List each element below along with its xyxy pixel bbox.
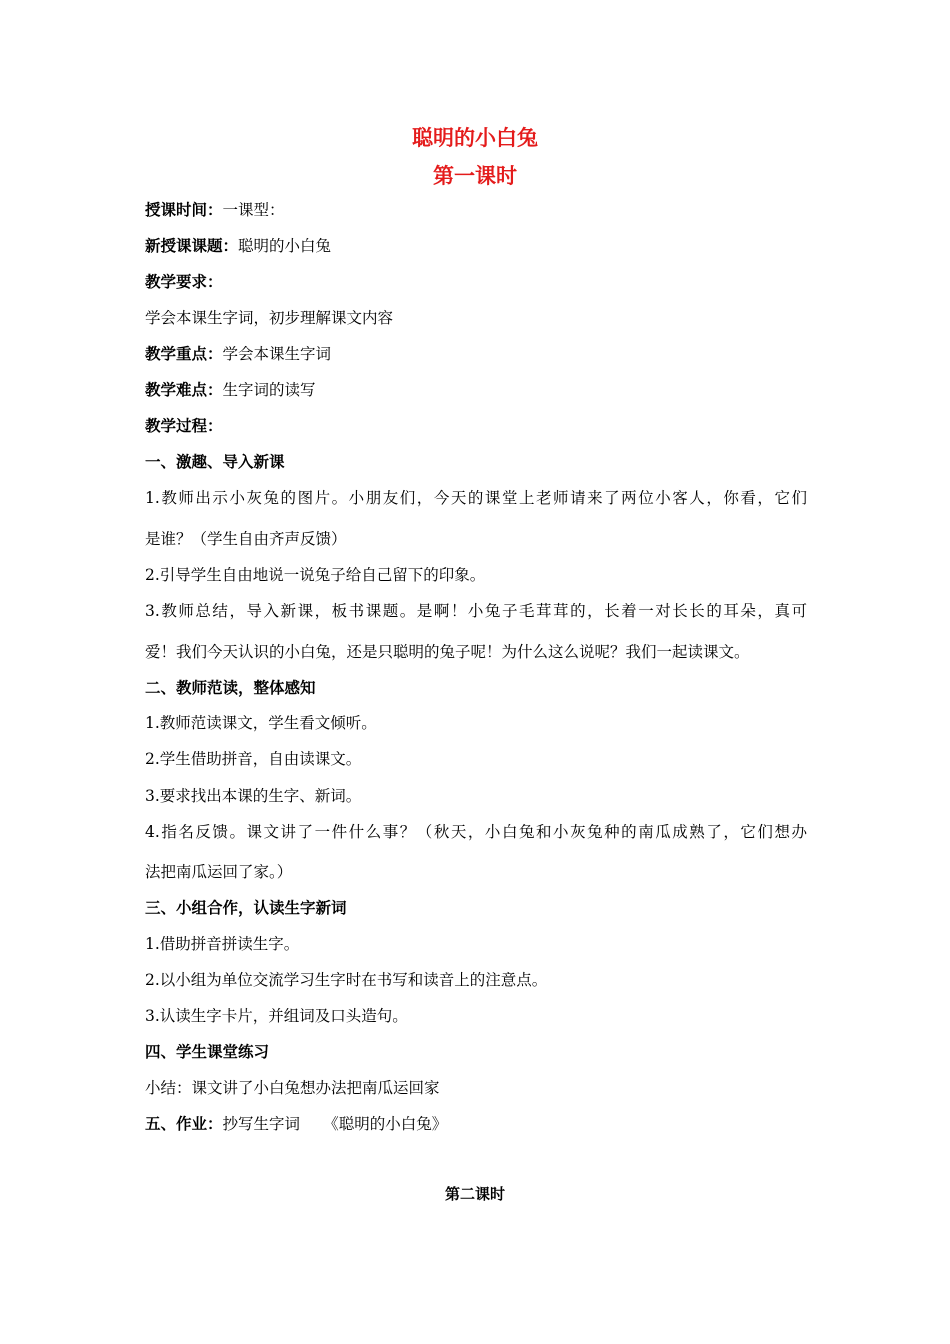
section-1-item-1a: 1.教师出示小灰兔的图片。小朋友们，今天的课堂上老师请来了两位小客人，你看，它们 bbox=[145, 489, 807, 507]
section-3-item-2: 2.以小组为单位交流学习生字时在书写和读音上的注意点。 bbox=[145, 971, 548, 989]
section-1-heading: 一、激趣、导入新课 bbox=[145, 453, 285, 471]
section-4-summary: 小结：课文讲了小白兔想办法把南瓜运回家 bbox=[145, 1079, 440, 1097]
section-3-heading: 三、小组合作，认读生字新词 bbox=[145, 899, 347, 917]
requirements-text: 学会本课生字词，初步理解课文内容 bbox=[145, 309, 394, 327]
section-5-homework bbox=[145, 1114, 447, 1134]
section-2-item-2: 2.学生借助拼音，自由读课文。 bbox=[145, 750, 362, 768]
homework-value: 抄写生字词 《聪明的小白兔》 bbox=[222, 1115, 448, 1133]
time-label: 授课时间： bbox=[145, 201, 223, 219]
section-2-item-1: 1.教师范读课文，学生看文倾听。 bbox=[145, 714, 377, 732]
section-3-item-1: 1.借助拼音拼读生字。 bbox=[145, 935, 300, 953]
homework-label: 五、作业： bbox=[145, 1115, 223, 1133]
key-label: 教学重点： bbox=[145, 345, 223, 363]
diff-value: 生字词的读写 bbox=[222, 381, 316, 399]
page-title: 聪明的小白兔 bbox=[412, 126, 538, 150]
topic-value: 聪明的小白兔 bbox=[238, 237, 332, 255]
section-2-item-4b: 法把南瓜运回了家。） bbox=[145, 863, 293, 881]
section-2-item-3: 3.要求找出本课的生字、新词。 bbox=[145, 787, 362, 805]
next-lesson-heading: 第二课时 bbox=[444, 1185, 505, 1203]
section-2-item-4a: 4.指名反馈。课文讲了一件什么事？（秋天，小白兔和小灰兔种的南瓜成熟了，它们想办 bbox=[145, 823, 807, 841]
info-topic bbox=[145, 236, 331, 256]
diff-label: 教学难点： bbox=[145, 381, 223, 399]
key-value: 学会本课生字词 bbox=[222, 345, 332, 363]
lesson-subtitle: 第一课时 bbox=[433, 164, 517, 188]
info-key-point bbox=[145, 344, 331, 364]
section-1-item-3a: 3.教师总结，导入新课，板书课题。是啊！小兔子毛茸茸的，长着一对长长的耳朵，真可 bbox=[145, 602, 807, 620]
requirements-label: 教学要求： bbox=[145, 273, 223, 291]
section-4-heading: 四、学生课堂练习 bbox=[145, 1043, 270, 1061]
topic-label: 新授课课题： bbox=[145, 237, 239, 255]
section-2-heading: 二、教师范读，整体感知 bbox=[145, 679, 316, 697]
section-1-item-2: 2.引导学生自由地说一说兔子给自己留下的印象。 bbox=[145, 566, 486, 584]
info-difficulty bbox=[145, 380, 316, 400]
section-1-item-1b: 是谁？（学生自由齐声反馈） bbox=[145, 530, 347, 548]
time-value: 一课型： bbox=[222, 201, 285, 219]
section-3-item-3: 3.认读生字卡片，并组词及口头造句。 bbox=[145, 1007, 408, 1025]
section-1-item-3b: 爱！我们今天认识的小白兔，还是只聪明的兔子呢！为什么这么说呢？我们一起读课文。 bbox=[145, 643, 750, 661]
process-label: 教学过程： bbox=[145, 417, 223, 435]
info-time bbox=[145, 200, 285, 220]
